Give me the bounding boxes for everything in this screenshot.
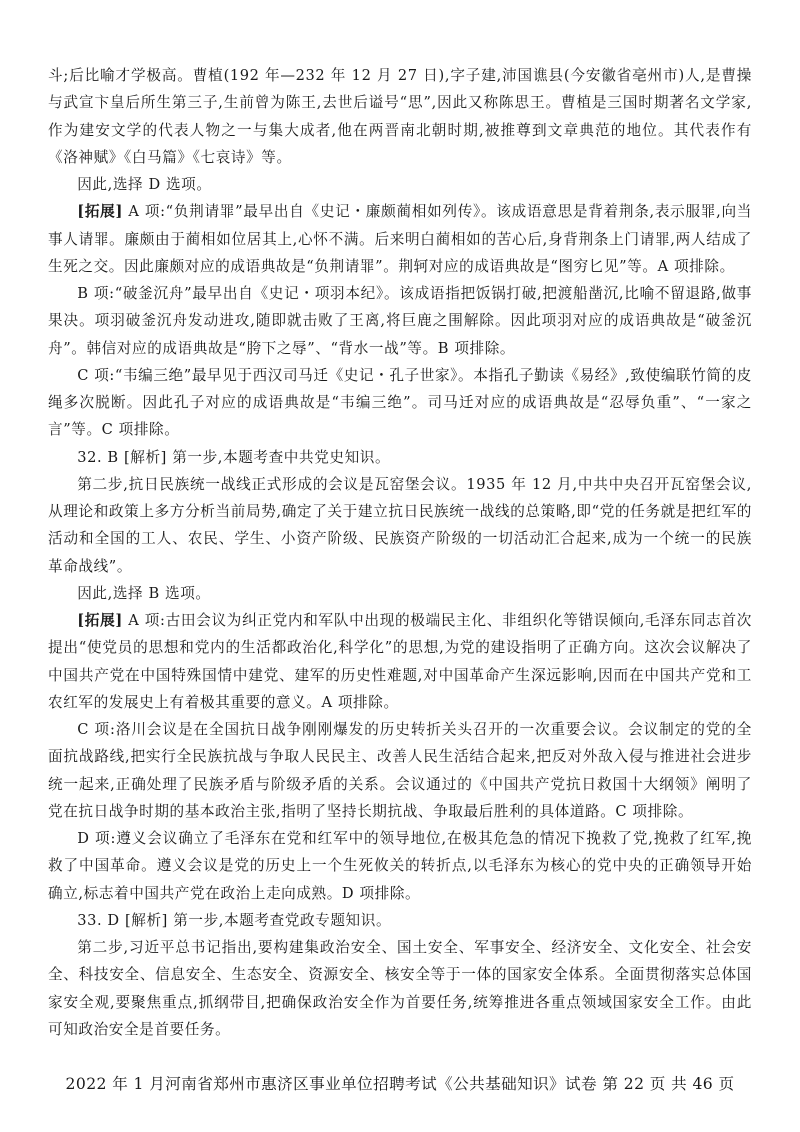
paragraph-12 (48, 907, 752, 934)
paragraph-12-text: 33. D [解析] 第一步,本题考查党政专题知识。 (77, 911, 392, 929)
paragraph-1-text: 斗;后比喻才学极高。曹植(192 年—232 年 12 月 27 日),字子建,沛国谯县(今安徽省亳州市)人,是曹操与武宣卞皇后所生第三子,生前曾为陈王,去世后谥号“思”,因此又称陈思王。曹植是三国时期著名文学家,作为建安文学的代表人物之一与集大成者,他在两晋南北朝时期,被推尊到文章典范的地位。其代表作有《洛神赋》《白马篇》《七哀诗》等。 (48, 67, 752, 166)
paragraph-13-text: 第二步,习近平总书记指出,要构建集政治安全、国土安全、军事安全、经济安全、文化安全、社会安全、科技安全、信息安全、生态安全、资源安全、核安全等于一体的国家安全体系。全面贯彻落实总体国家安全观,要聚焦重点,抓纲带目,把确保政治安全作为首要任务,统筹推进各重点领域国家安全工作。由此可知政治安全是首要任务。 (48, 939, 752, 1038)
paragraph-2-text: 因此,选择 D 选项。 (77, 176, 212, 193)
paragraph-7-text: 第二步,抗日民族统一战线正式形成的会议是瓦窑堡会议。1935 年 12 月,中共中央召开瓦窑堡会议,从理论和政策上多方分析当前局势,确定了关于建立抗日民族统一战线的总策略,即“党的任务就是把红军的活动和全国的工人、农民、学生、小资产阶级、民族资产阶级的一切活动汇合起来,成为一个统一的民族革命战线”。 (48, 475, 752, 575)
paragraph-13 (48, 934, 752, 1043)
paragraph-5 (48, 362, 752, 444)
paragraph-8 (48, 580, 752, 607)
paragraph-6-text: 32. B [解析] 第一步,本题考查中共党史知识。 (77, 448, 391, 466)
paragraph-5-text: C 项:“韦编三绝”最早见于西汉司马迁《史记・孔子世家》。本指孔子勤读《易经》,致使编联竹简的皮绳多次脱断。因此孔子对应的成语典故是“韦编三绝”。司马迁对应的成语典故是“忍辱负重”、“一家之言”等。C 项排除。 (48, 366, 752, 439)
paragraph-2 (48, 171, 752, 198)
extension-tag: [拓展] (77, 612, 123, 629)
paragraph-4-text: B 项:“破釜沉舟”最早出自《史记・项羽本纪》。该成语指把饭锅打破,把渡船凿沉,比喻不留退路,做事果决。项羽破釜沉舟发动进攻,随即就击败了王离,将巨鹿之围解除。因此项羽对应的成语典故是“破釜沉舟”。韩信对应的成语典故是“胯下之辱”、“背水一战”等。B 项排除。 (48, 285, 752, 357)
paragraph-10 (48, 716, 752, 825)
document-body (48, 62, 752, 1043)
page-footer: 2022 年 1 月河南省郑州市惠济区事业单位招聘考试《公共基础知识》试卷 第 22 页 共 46 页 (65, 1075, 735, 1093)
paragraph-11-text: D 项:遵义会议确立了毛泽东在党和红军中的领导地位,在极其危急的情况下挽救了党,挽救了红军,挽救了中国革命。遵义会议是党的历史上一个生死攸关的转折点,以毛泽东为核心的党中央的正确领导开始确立,标志着中国共产党在政治上走向成熟。D 项排除。 (48, 830, 752, 902)
extension-tag: [拓展] (77, 203, 123, 221)
paragraph-4 (48, 280, 752, 362)
paragraph-9-text: A 项:古田会议为纠正党内和军队中出现的极端民主化、非组织化等错误倾向,毛泽东同志首次提出“使党员的思想和党内的生活都政治化,科学化”的思想,为党的建设指明了正确方向。这次会议解决了中国共产党在中国特殊国情中建党、建军的历史性难题,对中国革命产生深远影响,因而在中国共产党和工农红军的发展史上有着极其重要的意义。A 项排除。 (48, 612, 752, 711)
paragraph-10-text: C 项:洛川会议是在全国抗日战争刚刚爆发的历史转折关头召开的一次重要会议。会议制定的党的全面抗战路线,把实行全民族抗战与争取人民民主、改善人民生活结合起来,把反对外敌入侵与推进社会进步统一起来,正确处理了民族矛盾与阶级矛盾的关系。会议通过的《中国共产党抗日救国十大纲领》阐明了党在抗日战争时期的基本政治主张,指明了坚持长期抗战、争取最后胜利的具体道路。C 项排除。 (48, 721, 752, 820)
paragraph-3 (48, 198, 752, 280)
paragraph-6 (48, 444, 752, 471)
paragraph-7 (48, 471, 752, 580)
paragraph-1 (48, 62, 752, 171)
paragraph-11 (48, 825, 752, 907)
paragraph-8-text: 因此,选择 B 选项。 (77, 584, 211, 602)
paragraph-3-text: A 项:“负荆请罪”最早出自《史记・廉颇蔺相如列传》。该成语意思是背着荆条,表示服罪,向当事人请罪。廉颇由于蔺相如位居其上,心怀不满。后来明白蔺相如的苦心后,身背荆条上门请罪,两人结成了生死之交。因此廉颇对应的成语典故是“负荆请罪”。荆轲对应的成语典故是“图穷匕见”等。A 项排除。 (48, 203, 752, 275)
paragraph-9 (48, 607, 752, 716)
